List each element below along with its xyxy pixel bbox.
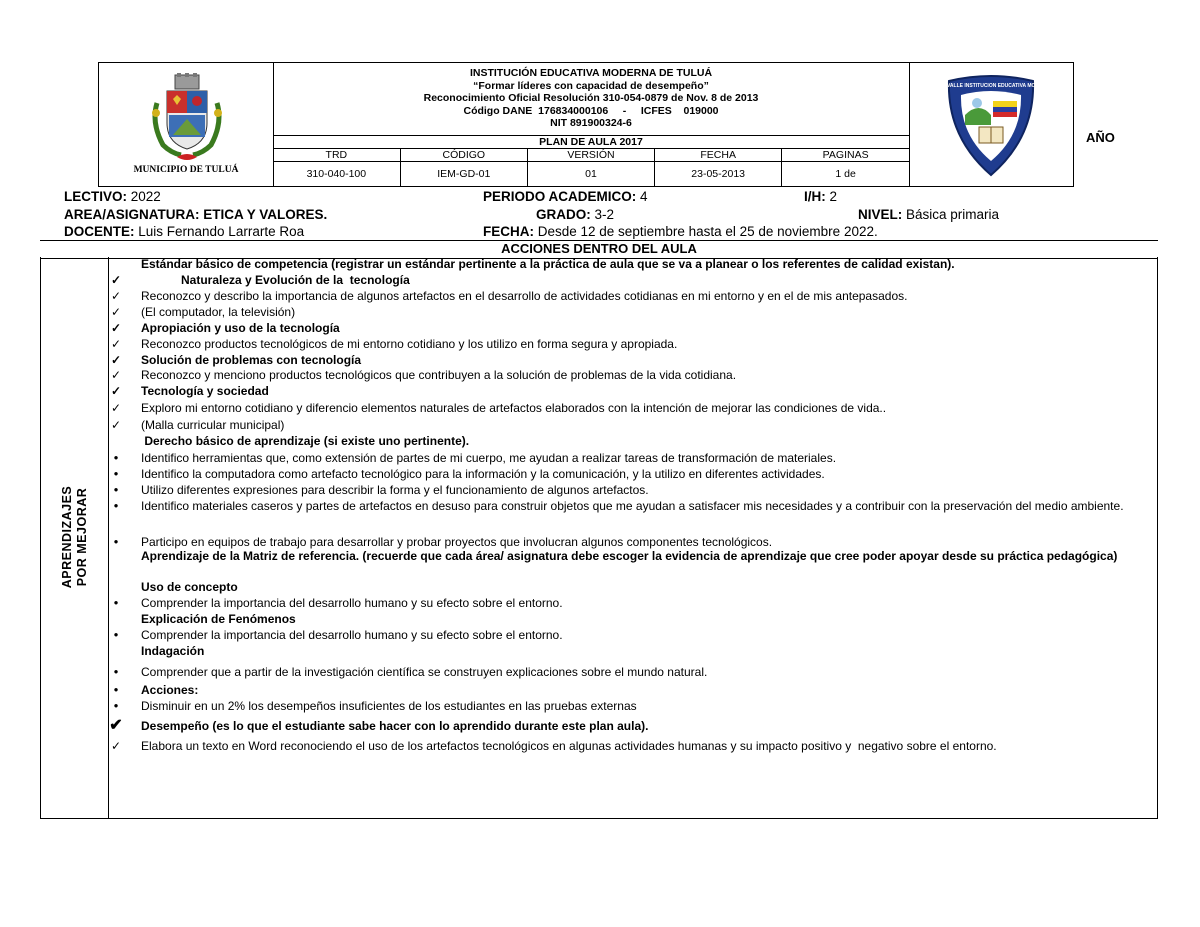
content-line: [110, 337, 1151, 351]
nivel-label: NIVEL:: [858, 207, 903, 222]
nivel-field: [858, 206, 999, 223]
side-label-line-2: POR MEJORAR: [75, 487, 89, 587]
periodo-label: PERIODO ACADEMICO:: [483, 189, 637, 204]
docente-value: Luis Fernando Larrarte Roa: [134, 224, 305, 239]
meta-header-codigo: CÓDIGO: [400, 149, 527, 162]
check-icon: ✓: [110, 401, 122, 415]
grado-value: 3-2: [590, 207, 615, 222]
check-icon: ✓: [110, 289, 122, 303]
content-line-text: Estándar básico de competencia (registrar un estándar pertinente a la práctica de aula que se va a planear o los referentes de calidad existan).: [141, 257, 955, 271]
bullet-icon: ●: [113, 501, 119, 510]
side-label-cell: [41, 257, 109, 818]
content-line-text: Derecho básico de aprendizaje (si existe uno pertinente).: [141, 434, 470, 448]
institution-recognition: Reconocimiento Oficial Resolución 310-054-0879 de Nov. 8 de 2013: [423, 92, 759, 105]
meta-header-paginas: PAGINAS: [782, 149, 909, 162]
ih-field: [804, 188, 837, 205]
content-line-text: Tecnología y sociedad: [141, 384, 269, 398]
check-icon: ✓: [110, 418, 122, 432]
content-line-text: Identifico herramientas que, como extensión de partes de mi cuerpo, me ayudan a realizar tareas de transformación de materiales.: [141, 451, 837, 465]
content-line-text: Comprender la importancia del desarrollo humano y su efecto sobre el entorno.: [141, 628, 563, 642]
lectivo-label: LECTIVO:: [64, 189, 127, 204]
meta-value-version: 01: [527, 162, 654, 187]
content-line: [110, 353, 1151, 367]
plan-title: PLAN DE AULA 2017: [273, 135, 909, 149]
content-line: [113, 483, 1151, 497]
actions-table: [40, 257, 1158, 819]
grado-label: GRADO:: [536, 207, 591, 222]
content-line-text: Elabora un texto en Word reconociendo el uso de los artefactos tecnológicos en algunas actividades humanas y su impacto positivo y negativo sobre el entorno.: [141, 739, 997, 753]
meta-value-paginas: 1 de: [835, 168, 856, 180]
content-line-text: Reconozco y describo la importancia de algunos artefactos en el desarrollo de actividades cotidianas en mi entorno y en el de mis antepasados.: [141, 289, 908, 303]
meta-header-fecha: FECHA: [655, 149, 782, 162]
institution-motto: “Formar líderes con capacidad de desempeño”: [473, 79, 709, 92]
bullet-icon: ●: [113, 537, 119, 546]
content-line-text: Reconozco productos tecnológicos de mi entorno cotidiano y los utilizo en forma segura y apropiada.: [141, 337, 678, 351]
content-line-text: Desempeño (es lo que el estudiante sabe hacer con lo aprendido durante este plan aula).: [141, 719, 649, 733]
institution-name: INSTITUCIÓN EDUCATIVA MODERNA DE TULUÁ: [469, 67, 713, 79]
meta-value-fecha: 23-05-2013: [655, 162, 782, 187]
section-title: ACCIONES DENTRO DEL AULA: [40, 240, 1158, 259]
docente-label: DOCENTE:: [64, 224, 135, 239]
document-meta-table: [273, 149, 909, 186]
content-line: [141, 434, 1151, 448]
area-field: [64, 206, 327, 223]
ih-value: 2: [825, 189, 838, 204]
content-line: [110, 739, 1151, 753]
content-line-text: Acciones:: [141, 683, 199, 697]
content-line-text: (Malla curricular municipal): [141, 418, 285, 432]
content-line-text: Comprender la importancia del desarrollo humano y su efecto sobre el entorno.: [141, 596, 563, 610]
meta-header-trd: TRD: [273, 149, 400, 162]
check-icon: ✓: [110, 368, 122, 382]
content-line-text: (El computador, la televisión): [141, 305, 296, 319]
meta-value-codigo: IEM-GD-01: [400, 162, 527, 187]
content-line-text: Reconozco y menciono productos tecnológicos que contribuyen a la solución de problemas de la vida cotidiana.: [141, 368, 737, 382]
bullet-icon: ●: [113, 685, 119, 694]
school-shield-logo-icon: [928, 75, 1054, 179]
content-line: [141, 580, 1151, 594]
content-line: [110, 401, 1151, 415]
check-icon: ✔: [109, 717, 123, 734]
institution-cell: [273, 63, 910, 186]
content-line-text: Aprendizaje de la Matriz de referencia. (recuerde que cada área/ asignatura debe escoger la evidencia de aprendizaje que cree poder apoyar desde su práctica pedagógica): [141, 549, 1118, 563]
municipality-cell: [99, 63, 274, 186]
content-line: [141, 257, 1151, 271]
bullet-icon: ●: [113, 667, 119, 676]
check-icon: ✓: [110, 273, 122, 287]
content-line-text: Solución de problemas con tecnología: [141, 353, 362, 367]
content-line: [113, 699, 1151, 713]
content-line: [110, 418, 1151, 432]
content-line-text: Utilizo diferentes expresiones para describir la forma y el funcionamiento de algunos artefactos.: [141, 483, 649, 497]
content-line: [113, 683, 1151, 697]
content-line: [110, 289, 1151, 303]
bullet-icon: ●: [113, 598, 119, 607]
header-table: [98, 62, 1074, 187]
check-icon: ✓: [110, 353, 122, 367]
periodo-value: 4: [636, 189, 648, 204]
content-line: [110, 384, 1151, 398]
nivel-value: Básica primaria: [902, 207, 1000, 222]
side-label: [60, 486, 90, 589]
lectivo-value: 2022: [127, 189, 161, 204]
fecha-value: Desde 12 de septiembre hasta el 25 de noviembre 2022.: [534, 224, 878, 239]
content-line: [110, 305, 1151, 319]
check-icon: ✓: [110, 337, 122, 351]
content-line-text: Uso de concepto: [141, 580, 238, 594]
lectivo-field: [64, 188, 161, 205]
school-logo-text: TULUA VALLE INSTITUCION EDUCATIVA MODERNA: [928, 83, 1054, 89]
content-line-text: Identifico materiales caseros y partes de artefactos en desuso para construir objetos que me ayudan a satisfacer mis necesidades y a contribuir con la preservación del medio ambiente.: [141, 499, 1124, 513]
content-line-text: Apropiación y uso de la tecnología: [141, 321, 340, 335]
meta-header-version: VERSIÓN: [527, 149, 654, 162]
docente-field: [64, 223, 304, 240]
school-logo-cell: [909, 63, 1073, 186]
municipality-coat-of-arms-icon: [147, 73, 227, 163]
content-line: [113, 628, 1151, 642]
area-label: AREA/ASIGNATURA: ETICA Y VALORES.: [64, 207, 328, 222]
year-label: AÑO: [1086, 130, 1115, 145]
content-line-text: Disminuir en un 2% los desempeños insuficientes de los estudiantes en las pruebas externas: [141, 699, 637, 713]
content-line: [113, 665, 1151, 679]
bullet-icon: ●: [113, 701, 119, 710]
content-line-text: Explicación de Fenómenos: [141, 612, 296, 626]
content-line: [113, 535, 1151, 549]
bullet-icon: ●: [113, 630, 119, 639]
ih-label: I/H:: [804, 189, 826, 204]
grado-field: [536, 206, 614, 223]
content-line: [110, 273, 1151, 287]
periodo-field: [483, 188, 648, 205]
municipality-label: MUNICIPIO DE TULUÁ: [133, 165, 239, 175]
content-line: [113, 467, 1151, 481]
content-line-text: Comprender que a partir de la investigación científica se construyen explicaciones sobre el mundo natural.: [141, 665, 708, 679]
bullet-icon: ●: [113, 469, 119, 478]
content-line: [113, 451, 1151, 465]
content-line: [109, 717, 1151, 734]
content-line: [110, 321, 1151, 335]
institution-codes: Código DANE 176834000106 - ICFES 019000: [463, 104, 719, 117]
fecha-label: FECHA:: [483, 224, 534, 239]
content-line: [113, 596, 1151, 610]
check-icon: ✓: [110, 305, 122, 319]
content-line: [141, 549, 1151, 563]
check-icon: ✓: [110, 384, 122, 398]
side-label-line-1: APRENDIZAJES: [60, 485, 74, 589]
content-line-text: Identifico la computadora como artefacto tecnológico para la información y la comunicación, y la utilizo en diferentes actividades.: [141, 467, 825, 481]
fecha-field: [483, 223, 878, 240]
content-line: [141, 644, 1151, 658]
content-line: [113, 499, 1151, 513]
check-icon: ✓: [110, 321, 122, 335]
content-line-text: Naturaleza y Evolución de la tecnología: [141, 273, 410, 287]
meta-value-trd: 310-040-100: [273, 162, 400, 187]
institution-nit: NIT 891900324-6: [550, 117, 632, 130]
check-icon: ✓: [110, 739, 122, 753]
bullet-icon: ●: [113, 485, 119, 494]
content-line-text: Exploro mi entorno cotidiano y diferencio elementos naturales de artefactos elaborados con la intención de mejorar las condiciones de vida..: [141, 401, 887, 415]
content-line: [141, 612, 1151, 626]
content-line: [110, 368, 1151, 382]
content-line-text: Indagación: [141, 644, 205, 658]
content-line-text: Participo en equipos de trabajo para desarrollar y probar proyectos que involucran algunos componentes tecnológicos.: [141, 535, 773, 549]
bullet-icon: ●: [113, 453, 119, 462]
